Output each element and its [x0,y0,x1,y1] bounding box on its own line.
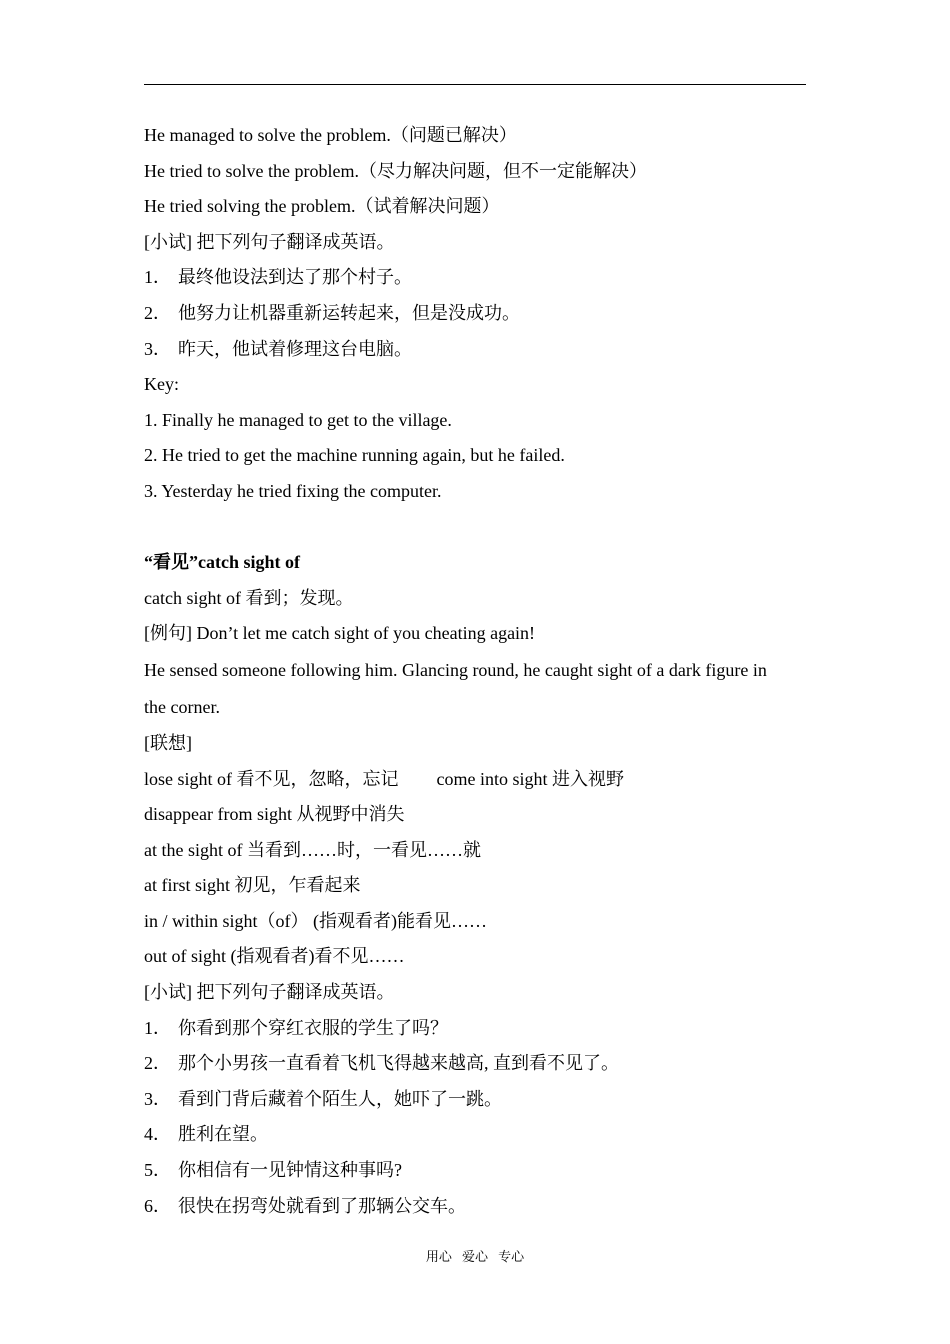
association-line: in / within sight（of） (指观看者)能看见…… [144,910,487,931]
exercise-item [144,332,812,368]
exercise-number: 2． [144,302,171,323]
exercise-number: 3． [144,338,171,359]
exercise-text: 胜利在望。 [178,1124,268,1145]
page-content [144,118,812,1224]
exercise-number: 4． [144,1124,171,1145]
exercise-text: 那个小男孩一直看着飞机飞得越来越高, 直到看不见了。 [178,1053,619,1074]
exercise-number: 5． [144,1160,171,1181]
exercise-text: 你相信有一见钟情这种事吗? [178,1160,402,1181]
page-footer: 用心 爱心 专心 [425,1250,525,1265]
text-line: He tried to solve the problem.（尽力解决问题，但不一定能解决） [144,160,647,181]
key-answer: 3. Yesterday he tried fixing the computer. [144,480,442,501]
exercise-item [144,1011,812,1047]
exercise-item [144,1117,812,1153]
exercise-text: 你看到那个穿红衣服的学生了吗？ [178,1017,448,1038]
section-heading: “看见”catch sight of [144,552,300,573]
text-line: He tried solving the problem.（试着解决问题） [144,196,500,217]
association-line: disappear from sight 从视野中消失 [144,804,405,825]
exercise-number: 2． [144,1053,171,1074]
key-answer: 1. Finally he managed to get to the village. [144,409,452,430]
association-line: at the sight of 当看到……时，一看见……就 [144,839,481,860]
text-line: He managed to solve the problem.（问题已解决） [144,125,517,145]
try-label: [小试] 把下列句子翻译成英语。 [144,231,395,252]
exercise-number: 3． [144,1088,171,1109]
key-label: Key: [144,374,179,395]
exercise-item [144,1046,812,1082]
exercise-text: 昨天，他试着修理这台电脑。 [178,338,412,359]
exercise-number: 1． [144,267,171,288]
exercise-number: 1． [144,1017,171,1038]
exercise-item [144,1082,812,1118]
association-phrase: lose sight of 看不见，忽略，忘记 [144,768,399,789]
association-line: at first sight 初见，乍看起来 [144,875,361,896]
association-pair [144,762,812,798]
exercise-text: 看到门背后藏着个陌生人，她吓了一跳。 [178,1088,502,1109]
exercise-number: 6． [144,1195,171,1216]
example-line: He sensed someone following him. Glancing round, he caught sight of a dark figure in [144,659,767,680]
association-label: [联想] [144,732,192,753]
exercise-item [144,1153,812,1189]
definition-line: catch sight of 看到；发现。 [144,587,354,608]
exercise-text: 很快在拐弯处就看到了那辆公交车。 [178,1195,466,1216]
exercise-item [144,1189,812,1225]
example-line: [例句] Don’t let me catch sight of you cheating again! [144,623,536,644]
key-answer: 2. He tried to get the machine running again, but he failed. [144,445,565,466]
exercise-text: 最终他设法到达了那个村子。 [178,267,412,288]
exercise-text: 他努力让机器重新运转起来，但是没成功。 [178,302,520,323]
association-line: out of sight (指观看者)看不见…… [144,946,405,967]
example-line-continued: the corner. [144,696,220,717]
paragraph-gap [144,510,812,546]
exercise-item [144,296,812,332]
header-rule [144,84,806,85]
association-phrase: come into sight 进入视野 [436,768,624,789]
try-label: [小试] 把下列句子翻译成英语。 [144,982,395,1003]
exercise-item [144,260,812,296]
